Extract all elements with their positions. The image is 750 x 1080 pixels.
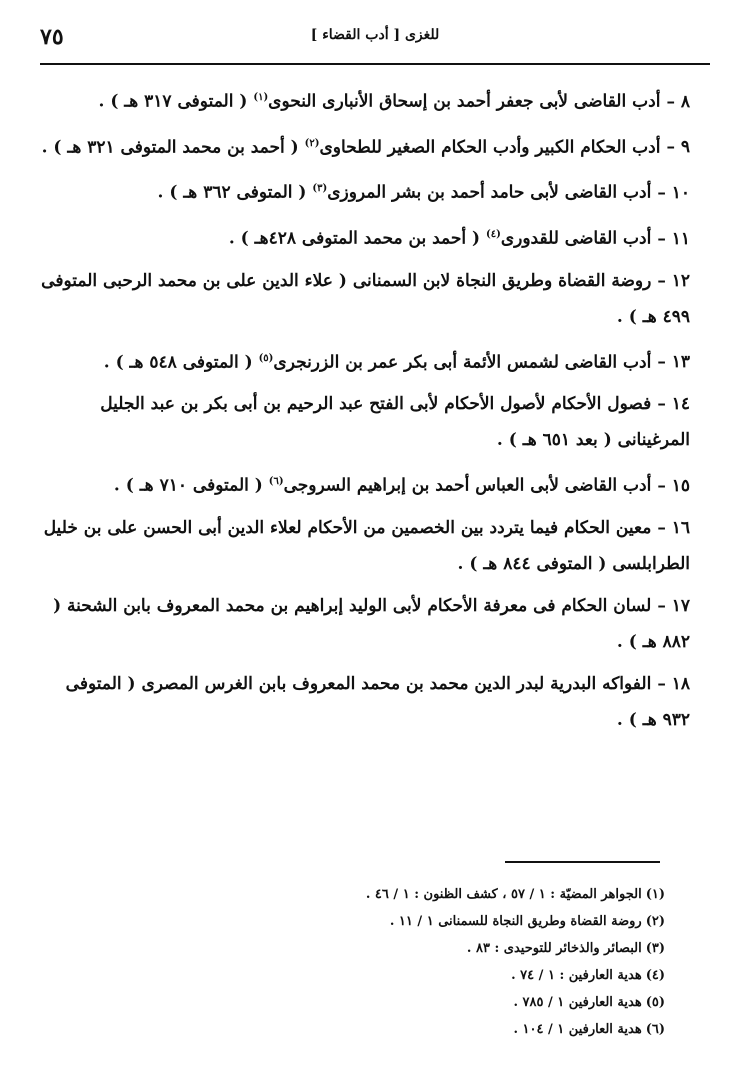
running-header: [ أدب القضاء ] للغزى	[310, 27, 440, 43]
entry-number: ١٨ –	[657, 673, 690, 694]
footnote	[200, 1016, 665, 1043]
list-item	[40, 464, 690, 504]
footnote-number: (٦)	[645, 1022, 665, 1037]
footnote-text: الجواهر المضيّة : ١ / ٥٧ ، كشف الظنون : ١ / ٤٦ .	[365, 887, 642, 902]
list-item	[40, 171, 690, 211]
entry-number: ١١ –	[657, 228, 690, 249]
footnote-number: (٣)	[645, 941, 665, 956]
entry-number: ١٦ –	[657, 517, 690, 538]
entry-list	[40, 80, 690, 744]
footnote-marker: (١)	[253, 92, 269, 103]
entry-text: الفواكه البدرية لبدر الدين محمد بن محمد المعروف بابن الغرس المصرى ( المتوفى ٩٣٢ هـ ) .	[65, 673, 690, 730]
footnote	[200, 935, 665, 962]
entry-text: أدب القاضى لأبى جعفر أحمد بن إسحاق الأنبارى النحوى	[268, 91, 661, 112]
entry-number: ١٢ –	[657, 270, 690, 291]
entry-text: أدب القاضى لأبى حامد أحمد بن بشر المروزى	[327, 182, 652, 203]
entry-text: معين الحكام فيما يتردد بين الخصمين من الأحكام لعلاء الدين أبى الحسن على بن خليل الطرابلسى ( المتوفى ٨٤٤ هـ ) .	[43, 517, 690, 574]
entry-text: فصول الأحكام لأصول الأحكام لأبى الفتح عبد الرحيم بن أبى بكر بن عبد الجليل المرغينانى ( بعد ٦٥١ هـ ) .	[100, 394, 690, 451]
entry-number: ٩ –	[666, 137, 690, 158]
footnote-text: هدية العارفين ١ / ١٠٤ .	[513, 1022, 642, 1037]
list-item	[40, 217, 690, 257]
footnote-number: (٢)	[645, 914, 665, 929]
list-item	[40, 263, 690, 335]
footnote-number: (٤)	[645, 968, 665, 983]
footnote-marker: (٦)	[268, 476, 284, 488]
entry-text: لسان الحكام فى معرفة الأحكام لأبى الوليد إبراهيم بن محمد المعروف بابن الشحنة ( ٨٨٢ هـ ) .	[53, 595, 690, 652]
footnote-marker: (٥)	[258, 352, 274, 364]
list-item	[40, 80, 690, 120]
footnote	[200, 962, 665, 989]
entry-tail: ( المتوفى ٧١٠ هـ ) .	[113, 475, 263, 496]
footnote-number: (٥)	[645, 995, 665, 1010]
footnote-marker: (٤)	[485, 228, 501, 240]
entry-tail: ( أحمد بن محمد المتوفى ٤٢٨هـ ) .	[228, 228, 481, 249]
list-item	[40, 510, 690, 582]
footnote-number: (١)	[645, 887, 665, 902]
entry-text: روضة القضاة وطريق النجاة لابن السمنانى ( علاء الدين على بن محمد الرحبى المتوفى ٤٩٩ هـ ) .	[41, 270, 690, 327]
list-item	[40, 386, 690, 458]
footnote	[200, 908, 665, 935]
footnote-marker: (٢)	[304, 137, 320, 149]
footnote-divider	[505, 861, 660, 863]
page-number: ٧٥	[40, 24, 64, 50]
header-divider	[40, 63, 710, 65]
entry-number: ١٣ –	[657, 352, 690, 373]
entry-tail: ( المتوفى ٥٤٨ هـ ) .	[103, 352, 253, 373]
entry-number: ١٥ –	[657, 475, 690, 496]
entry-number: ١٧ –	[657, 595, 690, 616]
footnote-text: روضة القضاة وطريق النجاة للسمنانى ١ / ١١ .	[389, 914, 642, 929]
list-item	[40, 341, 690, 381]
footnote-text: البصائر والذخائر للتوحيدى : ٨٣ .	[466, 941, 642, 956]
list-item	[40, 588, 690, 660]
entry-text: أدب الحكام الكبير وأدب الحكام الصغير للطحاوى	[319, 137, 661, 158]
entry-number: ٨ –	[666, 91, 690, 112]
footnote-text: هدية العارفين : ١ / ٧٤ .	[511, 968, 642, 983]
entry-tail: ( أحمد بن محمد المتوفى ٣٢١ هـ ) .	[41, 137, 299, 158]
footnote	[200, 881, 665, 908]
footnote	[200, 989, 665, 1016]
entry-text: أدب القاضى لشمس الأئمة أبى بكر عمر بن الزرنجرى	[273, 352, 652, 373]
entry-number: ١٠ –	[657, 182, 690, 203]
entry-text: أدب القاضى للقدورى	[500, 228, 652, 249]
entry-tail: ( المتوفى ٣٦٢ هـ ) .	[157, 182, 307, 203]
list-item	[40, 126, 690, 166]
entry-number: ١٤ –	[657, 394, 690, 415]
footnote-marker: (٣)	[312, 183, 328, 195]
entry-text: أدب القاضى لأبى العباس أحمد بن إبراهيم السروجى	[283, 475, 652, 496]
footnotes	[200, 881, 665, 1043]
list-item	[40, 666, 690, 738]
footnote-text: هدية العارفين ١ / ٧٨٥ .	[513, 995, 642, 1010]
entry-tail: ( المتوفى ٣١٧ هـ ) .	[98, 91, 248, 112]
